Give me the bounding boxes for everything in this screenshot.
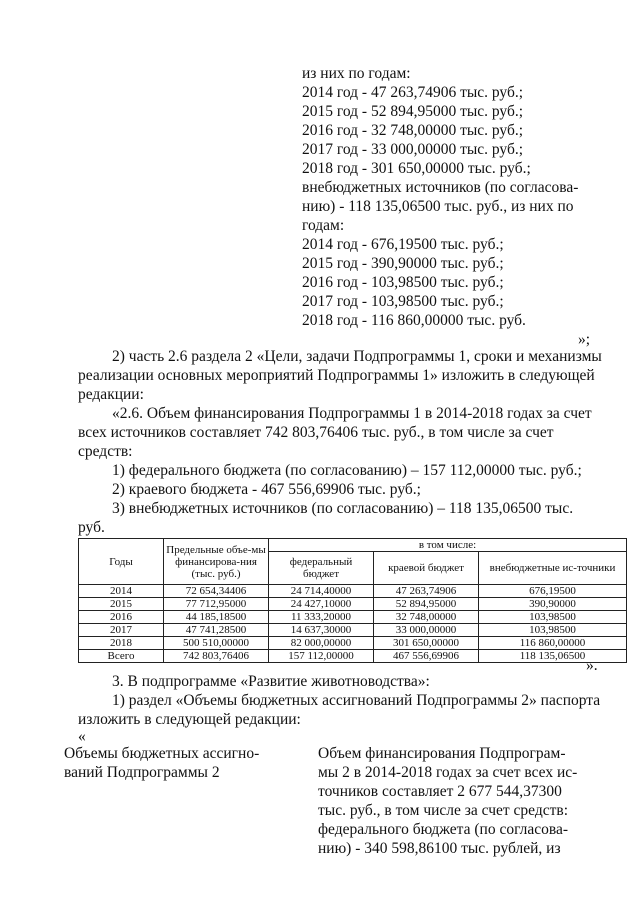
cell-extrabudget: 103,98500 bbox=[479, 624, 627, 637]
text-line: 2) краевого бюджета - 467 556,69906 тыс. руб.; bbox=[112, 481, 421, 498]
text-line: из них по годам: bbox=[302, 65, 411, 82]
header-year: Годы bbox=[79, 539, 164, 585]
right-cell-line: мы 2 в 2014-2018 годах за счет всех ис- bbox=[318, 764, 578, 781]
financing-table bbox=[78, 538, 627, 663]
text-line: руб. bbox=[78, 519, 105, 536]
cell-regional: 301 650,00000 bbox=[374, 637, 479, 650]
right-cell-line: федерального бюджета (по согласова- bbox=[318, 821, 569, 838]
cell-extrabudget: 676,19500 bbox=[479, 585, 627, 598]
table-row-total bbox=[79, 650, 627, 663]
text-line: 2014 год - 47 263,74906 тыс. руб.; bbox=[302, 84, 524, 101]
header-total: Предельные объе-мы финансирова-ния (тыс. руб.) bbox=[164, 539, 269, 585]
header-extrabudget: внебюджетные ис-точники bbox=[479, 552, 627, 585]
cell-federal: 11 333,20000 bbox=[269, 611, 374, 624]
cell-total: 44 185,18500 bbox=[164, 611, 269, 624]
table-row bbox=[79, 637, 627, 650]
closing-quote: »; bbox=[578, 331, 591, 348]
text-line: реализации основных мероприятий Подпрограммы 1» изложить в следующей bbox=[78, 367, 595, 384]
cell-federal: 82 000,00000 bbox=[269, 637, 374, 650]
cell-year: 2018 bbox=[79, 637, 164, 650]
text-line: 2016 год - 32 748,00000 тыс. руб.; bbox=[302, 122, 524, 139]
cell-total: 742 803,76406 bbox=[164, 650, 269, 663]
cell-regional: 33 000,00000 bbox=[374, 624, 479, 637]
table-row bbox=[79, 611, 627, 624]
text-line: 2018 год - 116 860,00000 тыс. руб. bbox=[302, 312, 526, 329]
cell-year: 2014 bbox=[79, 585, 164, 598]
text-line: 2015 год - 52 894,95000 тыс. руб.; bbox=[302, 103, 524, 120]
cell-federal: 24 714,40000 bbox=[269, 585, 374, 598]
cell-federal: 14 637,30000 bbox=[269, 624, 374, 637]
left-cell-line: Объемы бюджетных ассигно- bbox=[64, 745, 260, 762]
text-line: 2018 год - 301 650,00000 тыс. руб.; bbox=[302, 160, 531, 177]
cell-extrabudget: 103,98500 bbox=[479, 611, 627, 624]
cell-extrabudget: 390,90000 bbox=[479, 598, 627, 611]
left-cell-line: ваний Подпрограммы 2 bbox=[64, 764, 220, 781]
closing-quote: ». bbox=[586, 657, 598, 674]
section-title: 3. В подпрограмме «Развитие животноводства»: bbox=[112, 673, 430, 690]
right-cell-line: точников составляет 2 677 544,37300 bbox=[318, 783, 562, 800]
text-line: 2) часть 2.6 раздела 2 «Цели, задачи Подпрограммы 1, сроки и механизмы bbox=[112, 348, 602, 365]
text-line: внебюджетных источников (по согласова- bbox=[302, 179, 579, 196]
cell-total: 77 712,95000 bbox=[164, 598, 269, 611]
text-line: всех источников составляет 742 803,76406 тыс. руб., в том числе за счет bbox=[78, 424, 554, 441]
text-line: нию) - 118 135,06500 тыс. руб., из них по bbox=[302, 198, 574, 215]
cell-year: Всего bbox=[79, 650, 164, 663]
text-line: 1) федерального бюджета (по согласованию) – 157 112,00000 тыс. руб.; bbox=[112, 462, 582, 479]
table-row bbox=[79, 598, 627, 611]
cell-extrabudget: 116 860,00000 bbox=[479, 637, 627, 650]
text-line: 2014 год - 676,19500 тыс. руб.; bbox=[302, 236, 504, 253]
cell-extrabudget: 118 135,06500 bbox=[479, 650, 627, 663]
right-cell-line: нию) - 340 598,86100 тыс. рублей, из bbox=[318, 840, 561, 857]
cell-regional: 32 748,00000 bbox=[374, 611, 479, 624]
opening-quote: « bbox=[78, 728, 86, 745]
text-line: редакции: bbox=[78, 386, 144, 403]
right-cell-line: тыс. руб., в том числе за счет средств: bbox=[318, 802, 569, 819]
text-line: 1) раздел «Объемы бюджетных ассигнований Подпрограммы 2» паспорта bbox=[112, 692, 601, 709]
right-cell-line: Объем финансирования Подпрограм- bbox=[318, 745, 566, 762]
header-including: в том числе: bbox=[269, 539, 627, 552]
text-line: изложить в следующей редакции: bbox=[78, 711, 301, 728]
cell-total: 47 741,28500 bbox=[164, 624, 269, 637]
text-line: 2017 год - 103,98500 тыс. руб.; bbox=[302, 293, 504, 310]
text-line: средств: bbox=[78, 443, 133, 460]
cell-federal: 24 427,10000 bbox=[269, 598, 374, 611]
cell-year: 2016 bbox=[79, 611, 164, 624]
header-regional: краевой бюджет bbox=[374, 552, 479, 585]
cell-federal: 157 112,00000 bbox=[269, 650, 374, 663]
text-line: 2015 год - 390,90000 тыс. руб.; bbox=[302, 255, 504, 272]
text-line: 3) внебюджетных источников (по согласованию) – 118 135,06500 тыс. bbox=[112, 500, 574, 517]
cell-total: 72 654,34406 bbox=[164, 585, 269, 598]
header-federal: федеральный бюджет bbox=[269, 552, 374, 585]
cell-regional: 47 263,74906 bbox=[374, 585, 479, 598]
cell-regional: 467 556,69906 bbox=[374, 650, 479, 663]
table-row bbox=[79, 585, 627, 598]
cell-regional: 52 894,95000 bbox=[374, 598, 479, 611]
cell-year: 2015 bbox=[79, 598, 164, 611]
text-line: 2016 год - 103,98500 тыс. руб.; bbox=[302, 274, 504, 291]
text-line: 2017 год - 33 000,00000 тыс. руб.; bbox=[302, 141, 524, 158]
table-row bbox=[79, 624, 627, 637]
text-line: «2.6. Объем финансирования Подпрограммы 1 в 2014-2018 годах за счет bbox=[112, 405, 592, 422]
cell-year: 2017 bbox=[79, 624, 164, 637]
cell-total: 500 510,00000 bbox=[164, 637, 269, 650]
text-line: годам: bbox=[302, 217, 345, 234]
